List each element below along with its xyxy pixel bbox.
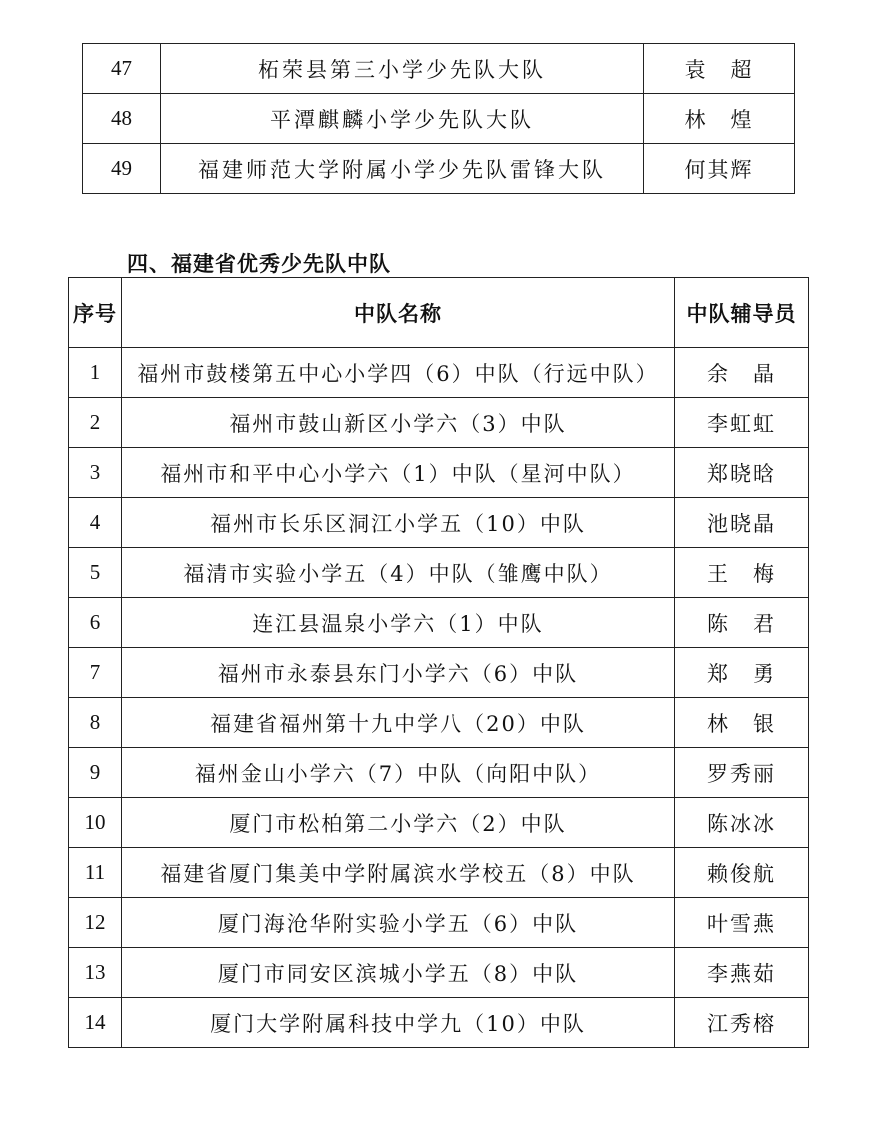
row-number: 3 <box>69 448 122 498</box>
table-row <box>69 548 809 598</box>
row-number: 11 <box>69 848 122 898</box>
table-row <box>69 698 809 748</box>
counselor-name: 江秀榕 <box>675 998 809 1048</box>
header-counselor: 中队辅导员 <box>675 278 809 348</box>
counselor-name: 陈冰冰 <box>675 798 809 848</box>
counselor-name: 余 晶 <box>675 348 809 398</box>
squadron-name: 福州市鼓楼第五中心小学四（6）中队（行远中队） <box>122 348 675 398</box>
row-number: 4 <box>69 498 122 548</box>
squadron-table <box>68 277 809 1048</box>
table-row <box>83 144 795 194</box>
row-number: 48 <box>83 94 161 144</box>
table-row <box>69 848 809 898</box>
squadron-name: 厦门市同安区滨城小学五（8）中队 <box>122 948 675 998</box>
row-number: 1 <box>69 348 122 398</box>
row-number: 12 <box>69 898 122 948</box>
header-squadron-name: 中队名称 <box>122 278 675 348</box>
counselor-name: 王 梅 <box>675 548 809 598</box>
row-number: 6 <box>69 598 122 648</box>
squadron-name: 厦门市松柏第二小学六（2）中队 <box>122 798 675 848</box>
table-row <box>69 798 809 848</box>
brigade-name: 平潭麒麟小学少先队大队 <box>161 94 644 144</box>
row-number: 9 <box>69 748 122 798</box>
table-row <box>69 948 809 998</box>
row-number: 5 <box>69 548 122 598</box>
row-number: 13 <box>69 948 122 998</box>
squadron-name: 福州金山小学六（7）中队（向阳中队） <box>122 748 675 798</box>
brigade-name: 福建师范大学附属小学少先队雷锋大队 <box>161 144 644 194</box>
row-number: 8 <box>69 698 122 748</box>
table-row <box>69 448 809 498</box>
row-number: 14 <box>69 998 122 1048</box>
squadron-name: 厦门大学附属科技中学九（10）中队 <box>122 998 675 1048</box>
table-row <box>69 898 809 948</box>
table-row <box>83 44 795 94</box>
row-number: 49 <box>83 144 161 194</box>
row-number: 47 <box>83 44 161 94</box>
row-number: 2 <box>69 398 122 448</box>
counselor-name: 陈 君 <box>675 598 809 648</box>
section-title: 四、福建省优秀少先队中队 <box>127 252 391 276</box>
table-row <box>69 398 809 448</box>
table-row <box>69 648 809 698</box>
previous-list-table <box>82 43 795 194</box>
counselor-name: 林 煌 <box>644 94 795 144</box>
squadron-name: 福州市永泰县东门小学六（6）中队 <box>122 648 675 698</box>
counselor-name: 叶雪燕 <box>675 898 809 948</box>
counselor-name: 郑晓晗 <box>675 448 809 498</box>
squadron-name: 福州市长乐区洞江小学五（10）中队 <box>122 498 675 548</box>
counselor-name: 赖俊航 <box>675 848 809 898</box>
table-row <box>69 348 809 398</box>
counselor-name: 李燕茹 <box>675 948 809 998</box>
squadron-name: 厦门海沧华附实验小学五（6）中队 <box>122 898 675 948</box>
row-number: 7 <box>69 648 122 698</box>
table-row <box>69 998 809 1048</box>
table-header-row <box>69 278 809 348</box>
table-row <box>69 498 809 548</box>
table-row <box>69 748 809 798</box>
table-row <box>69 598 809 648</box>
table-row <box>83 94 795 144</box>
counselor-name: 池晓晶 <box>675 498 809 548</box>
counselor-name: 李虹虹 <box>675 398 809 448</box>
squadron-name: 福州市和平中心小学六（1）中队（星河中队） <box>122 448 675 498</box>
header-number: 序号 <box>69 278 122 348</box>
squadron-name: 福州市鼓山新区小学六（3）中队 <box>122 398 675 448</box>
squadron-name: 福建省福州第十九中学八（20）中队 <box>122 698 675 748</box>
counselor-name: 郑 勇 <box>675 648 809 698</box>
counselor-name: 何其辉 <box>644 144 795 194</box>
squadron-name: 福清市实验小学五（4）中队（雏鹰中队） <box>122 548 675 598</box>
counselor-name: 罗秀丽 <box>675 748 809 798</box>
counselor-name: 林 银 <box>675 698 809 748</box>
counselor-name: 袁 超 <box>644 44 795 94</box>
squadron-name: 连江县温泉小学六（1）中队 <box>122 598 675 648</box>
squadron-name: 福建省厦门集美中学附属滨水学校五（8）中队 <box>122 848 675 898</box>
row-number: 10 <box>69 798 122 848</box>
brigade-name: 柘荣县第三小学少先队大队 <box>161 44 644 94</box>
